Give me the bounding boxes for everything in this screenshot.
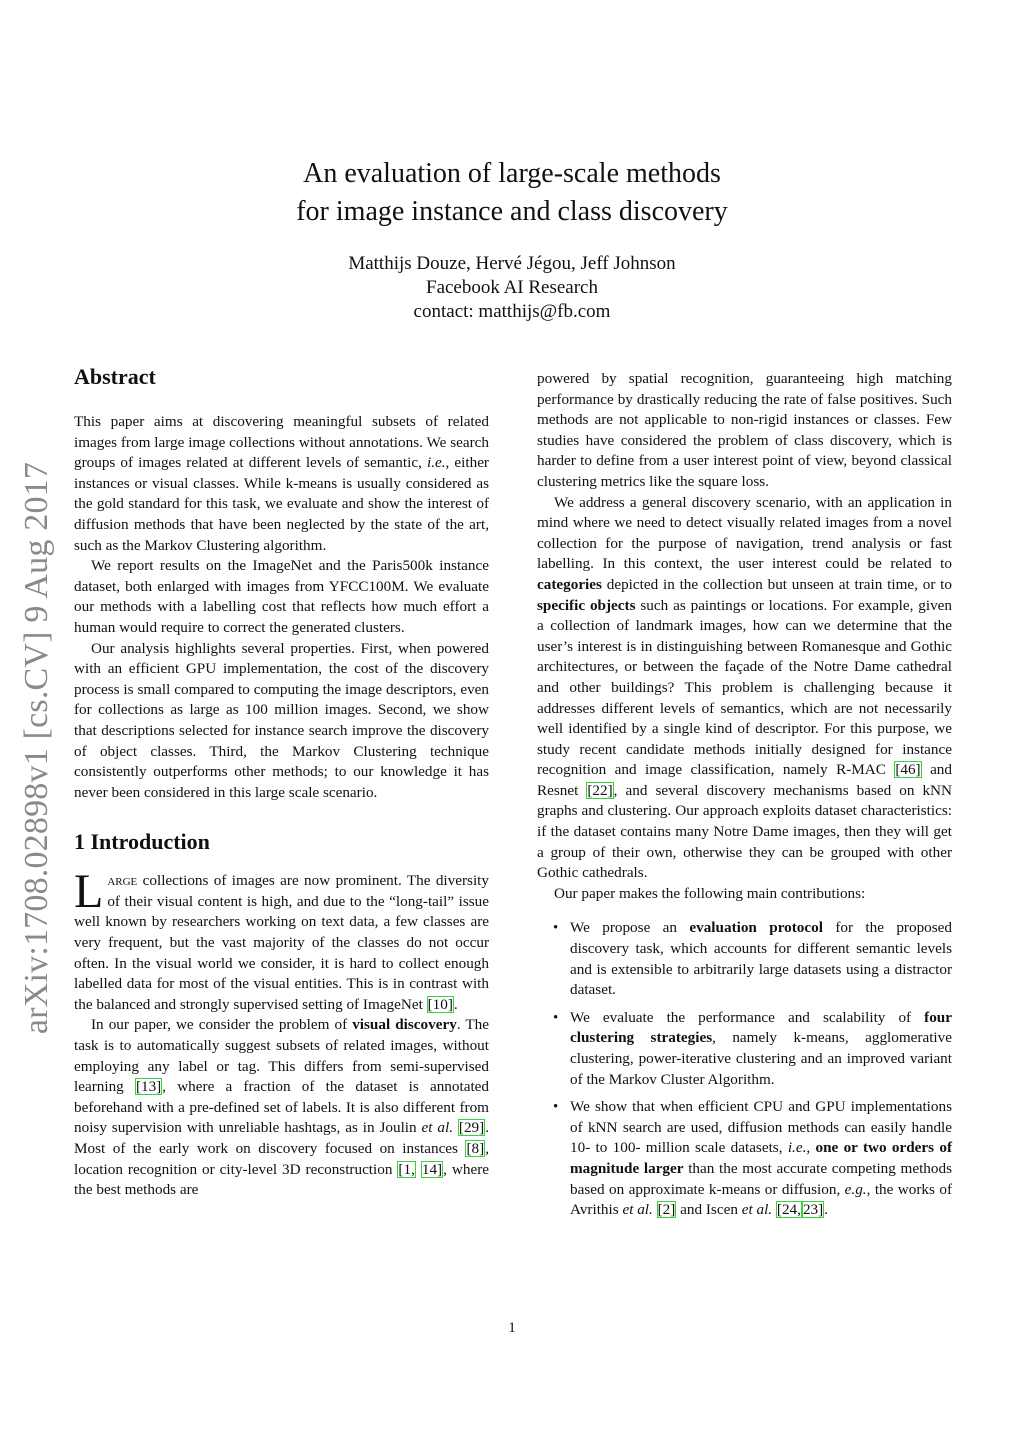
bullet-icon: • xyxy=(553,920,559,937)
text-run: We address a general discovery scenario, with an application in mind where we need to detect visually related images from a novel collection for the purpose of navigation, trend analysis or fast labelling. In this context, the user interest could be related to xyxy=(537,493,952,573)
text-run: , location recognition or city-level 3D reconstruction xyxy=(74,1140,489,1178)
text-run: i.e. xyxy=(426,454,446,472)
author-names: Matthijs Douze, Hervé Jégou, Jeff Johnson xyxy=(348,253,676,274)
citation-link[interactable]: [10] xyxy=(427,995,453,1013)
text-run: , where a fraction of the dataset is annotated beforehand with a pre-defined set of labels. It is also different from noisy supervision with unreliable hashtags, as in Joulin xyxy=(74,1078,489,1137)
text-run: and Resnet xyxy=(537,761,952,799)
affiliation: Facebook AI Research xyxy=(426,277,598,298)
text-run: four clustering strategies xyxy=(570,1008,952,1047)
text-run: depicted in the collection but unseen at train time, or to xyxy=(601,575,952,593)
intro-paragraph-2 xyxy=(74,1015,489,1200)
text-run: We show that when efficient CPU and GPU implementations of kNN search are used, diffusion methods can easily handle 10- to 100- million scale datasets, xyxy=(570,1098,952,1157)
citation-link[interactable]: [8] xyxy=(466,1140,485,1157)
text-run: evaluation protocol xyxy=(689,919,823,937)
right-paragraph-2 xyxy=(537,493,952,884)
text-run: . xyxy=(824,1201,828,1219)
citation-link[interactable]: [1, xyxy=(398,1160,415,1178)
text-run: collections of images are now prominent. The diversity of their visual content is high, and due to the “long-tail” issue well known by researchers working on text data, a few classes are very frequent, but the vast majority of the classes do not occur often. In the visual world we consider, it is hard to collect enough labelled data for most of the visual entities. This is in contrast with the balanced and strongly supervised setting of ImageNet xyxy=(74,872,489,1013)
text-run: We propose an xyxy=(570,919,690,937)
text-run: In our paper, we consider the problem of xyxy=(91,1016,353,1034)
contributions-list xyxy=(537,918,952,1220)
text-run: et al. xyxy=(741,1201,773,1219)
arxiv-identifier: arXiv:1708.02898v1 [cs.CV] 9 Aug 2017 xyxy=(18,461,55,1035)
right-paragraph-3: Our paper makes the following main contributions: xyxy=(554,884,866,902)
intro-paragraph-1 xyxy=(74,865,489,1015)
right-column xyxy=(537,369,952,1228)
text-run: specific objects xyxy=(537,596,636,614)
text-run: , and several discovery mechanisms based on kNN graphs and clustering. Our approach exploits dataset characteristics: if the dataset contains many Notre Dame images, then they will get a group of their own, otherwise they can be grouped with other Gothic cathedrals. xyxy=(537,781,952,882)
text-run: for the proposed discovery task, which accounts for different semantic levels and is extensible to arbitrarily large datasets using a distractor dataset. xyxy=(570,919,953,999)
abstract-heading: Abstract xyxy=(74,364,156,389)
contribution-item xyxy=(537,918,952,1000)
left-column xyxy=(74,362,489,1201)
text-run: . The task is to automatically suggest subsets of related images, without employing any label or tag. This differs from semi-supervised learning xyxy=(74,1016,489,1096)
citation-link[interactable]: [22] xyxy=(587,781,613,799)
text-run: e.g. xyxy=(844,1180,867,1198)
bullet-icon: • xyxy=(553,1099,559,1116)
text-run: , the works of Avrithis xyxy=(570,1180,952,1219)
citation-link[interactable]: [13] xyxy=(135,1078,162,1096)
contribution-item xyxy=(537,1097,952,1221)
text-run: categories xyxy=(537,575,602,593)
page-number: 1 xyxy=(508,1320,516,1336)
abstract-paragraph-2: We report results on the ImageNet and the Paris500k instance dataset, both enlarged with images from YFCC100M. We evaluate our methods with a labelling cost that reflects how much effort a human would require to correct the generated clusters. xyxy=(74,557,489,636)
citation-link[interactable]: 23] xyxy=(802,1201,824,1219)
contact-email: contact: matthijs@fb.com xyxy=(413,301,611,322)
text-run: et al. xyxy=(421,1119,453,1137)
text-run: , where the best methods are xyxy=(74,1160,489,1199)
text-run: , namely k-means, agglomerative clustering, power-iterative clustering and an improved variant of the Markov Cluster Algorithm. xyxy=(570,1029,952,1088)
title-line-2: for image instance and class discovery xyxy=(296,196,728,227)
text-run: We evaluate the performance and scalability of xyxy=(570,1008,925,1026)
text-run: one or two orders of magnitude larger xyxy=(570,1139,952,1177)
text-run: . Most of the early work on discovery focused on instances xyxy=(74,1119,490,1157)
text-run: visual discovery xyxy=(352,1016,457,1034)
text-run: such as paintings or locations. For example, given a collection of landmark images, how can we determine that the user’s interest is in distinguishing between Romanesque and Gothic architectures, or between the façade of the Notre Dame cathedral and other buildings? This problem is challenging because it addresses different levels of semantics, which are not necessarily well identified by a single kind of descriptor. For this purpose, we study recent candidate methods initially designed for instance recognition and image classification, namely R-MAC xyxy=(537,596,952,779)
introduction-heading: 1 Introduction xyxy=(74,829,210,855)
text-run: than the most accurate competing methods based on approximate k-means or diffusion, xyxy=(570,1159,953,1198)
abstract-paragraph-3: Our analysis highlights several properties. First, when powered with an efficient GPU implementation, the cost of the discovery process is small compared to computing the image descriptors, even for collections as large as 100 million images. Second, we show that descriptions selected for instance search improve the discovery of object classes. Third, the Markov Clustering technique consistently outperforms other methods; to our knowledge it has never been considered in this large scale scenario. xyxy=(74,639,489,801)
citation-link[interactable]: [46] xyxy=(895,761,921,779)
contribution-item xyxy=(537,1008,952,1090)
bullet-icon: • xyxy=(553,1009,559,1026)
right-paragraph-1: powered by spatial recognition, guaranteeing high matching performance by drastically reducing the rate of false positives. Such methods are not applicable to non-rigid instances or classes. Few studies have considered the problem of class discovery, which is harder to define from a user interest point of view, beyond classical clustering metrics like the square loss. xyxy=(537,370,952,490)
text-run: and Iscen xyxy=(676,1201,742,1219)
citation-link[interactable]: [2] xyxy=(657,1201,676,1219)
text-run: arge xyxy=(107,872,138,890)
paper-title xyxy=(0,155,1024,231)
text-run: et al. xyxy=(622,1201,653,1219)
title-line-1: An evaluation of large-scale methods xyxy=(303,158,721,189)
text-run: . xyxy=(453,995,458,1013)
text-run: , xyxy=(806,1139,816,1157)
author-block xyxy=(0,252,1024,324)
text-run: This paper aims at discovering meaningful subsets of related images from large image collections without annotations. We search groups of images related at different levels of semantic, xyxy=(74,413,489,472)
citation-link[interactable]: 14] xyxy=(421,1160,443,1178)
drop-cap: L xyxy=(74,865,104,919)
citation-link[interactable]: [24, xyxy=(776,1201,801,1219)
abstract-paragraph-1 xyxy=(74,412,489,556)
text-run: i.e. xyxy=(787,1139,807,1157)
text-run: , either instances or visual classes. While k-means is usually considered as the gold standard for this task, we evaluate and show the interest of diffusion methods that have been neglected by the state of the art, such as the Markov Clustering algorithm. xyxy=(74,454,489,554)
citation-link[interactable]: [29] xyxy=(458,1119,485,1137)
